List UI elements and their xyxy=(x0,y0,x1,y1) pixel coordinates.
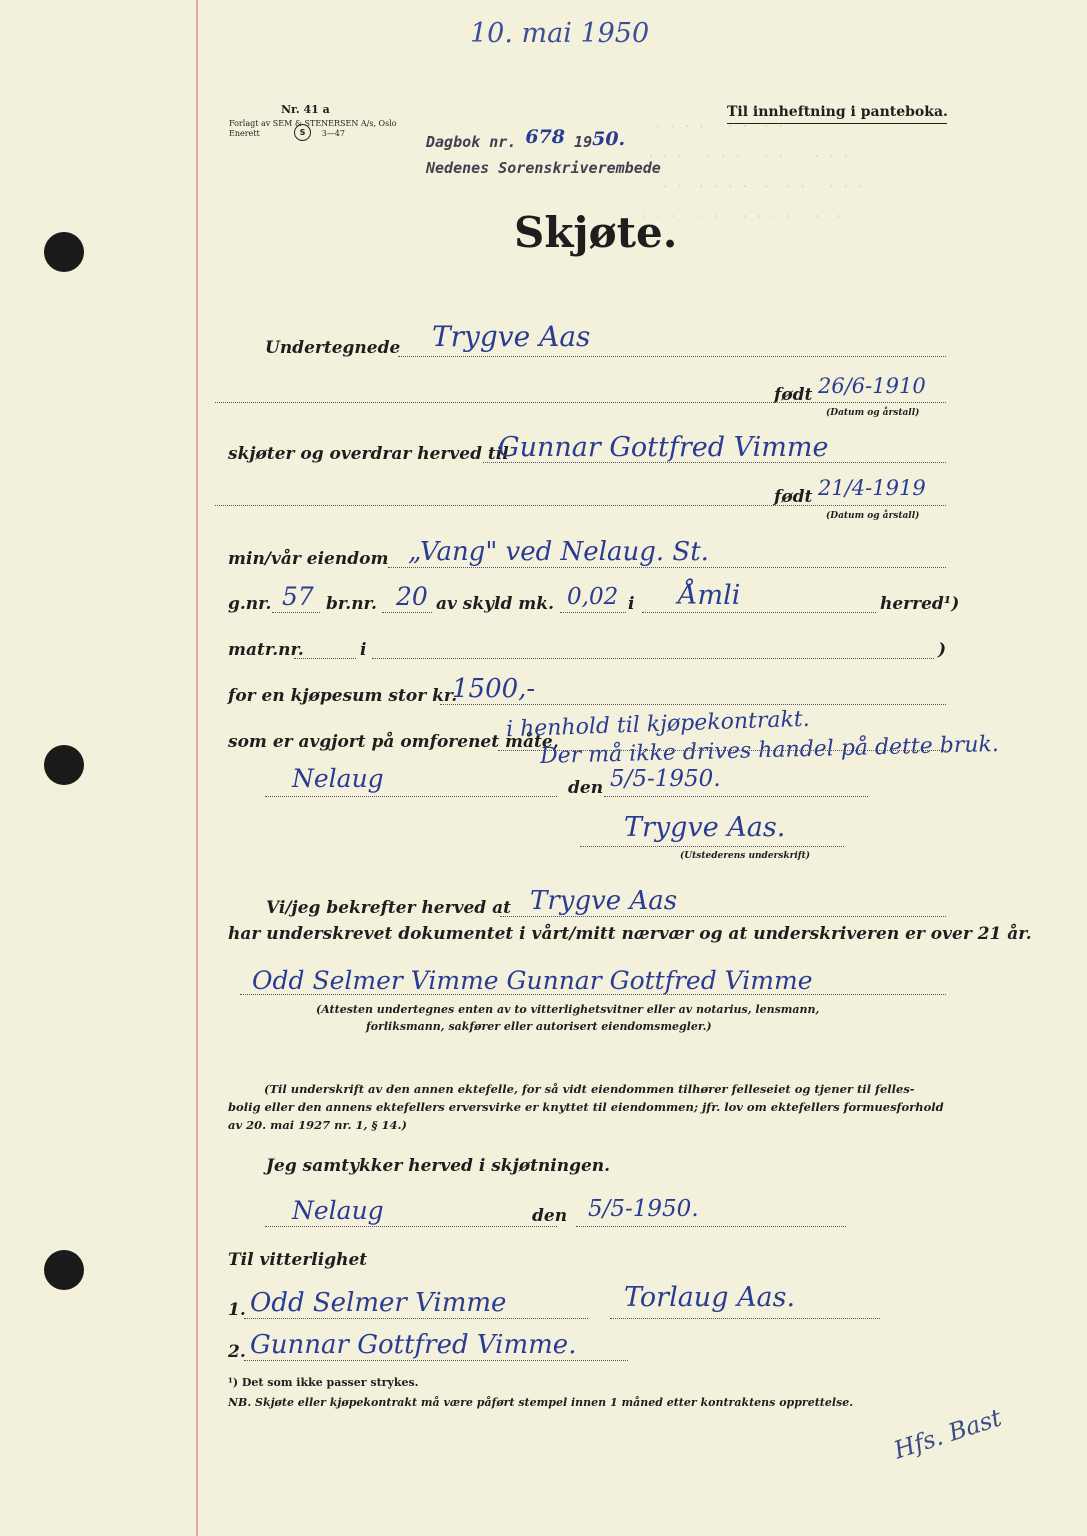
undersigned-value: Trygve Aas xyxy=(432,320,591,353)
date-line-2 xyxy=(576,1226,846,1227)
witness-1-name: Odd Selmer Vimme xyxy=(250,1288,507,1318)
born-value-1: 26/6-1910 xyxy=(818,374,926,398)
date-line xyxy=(604,796,868,797)
witness-intro: Vi/jeg bekrefter herved at xyxy=(266,898,511,918)
property-line xyxy=(388,567,946,568)
date-value-2: 5/5-1950. xyxy=(588,1196,699,1222)
transfer-line xyxy=(483,462,946,463)
gnr-line xyxy=(272,612,320,613)
witness-signatures-line xyxy=(240,994,946,995)
publisher-rights: Enerett xyxy=(229,129,260,138)
bleed-through-text: . . . . . . . . . . . . . . . . . . . . . . . . . . . . . . . . . . . . . . . . . . xyxy=(640,116,864,220)
brnr-label: br.nr. xyxy=(326,594,377,614)
price-label: for en kjøpesum stor kr. xyxy=(228,686,458,706)
gnr-label: g.nr. xyxy=(228,594,272,614)
agreed-value-line1: i henhold til kjøpekontrakt. xyxy=(505,706,811,743)
matr-i-label: i xyxy=(360,640,367,660)
gnr-value: 57 xyxy=(282,582,314,611)
office-stamp: Nedenes Sorenskriverembede xyxy=(426,159,661,177)
margin-initials: Hfs. Bast xyxy=(890,1403,1005,1465)
brnr-line xyxy=(382,612,432,613)
witness-heading: Til vitterlighet xyxy=(228,1250,368,1270)
witness-1-line xyxy=(244,1318,588,1319)
matr-label: matr.nr. xyxy=(228,640,304,660)
den-label: den xyxy=(568,778,604,798)
issuer-signature-line xyxy=(580,846,844,847)
journal-number: 678 xyxy=(525,126,566,148)
journal-year-prefix: 19 xyxy=(574,133,593,151)
skyld-i-label: i xyxy=(628,594,635,614)
undersigned-label: Undertegnede xyxy=(265,338,401,358)
binding-note: Til innheftning i panteboka. xyxy=(727,104,948,120)
spouse-note-line1: (Til underskrift av den annen ektefelle, for så vidt eiendommen tilhører felleseiet og tjener til felles- xyxy=(264,1082,915,1096)
spouse-signature-line xyxy=(610,1318,880,1319)
agreed-value-line2: Der må ikke drives handel på dette bruk. xyxy=(539,731,1000,770)
spouse-note-line3: av 20. mai 1927 nr. 1, § 14.) xyxy=(228,1118,407,1132)
matr-herred-line xyxy=(372,658,934,659)
spouse-note-line2: bolig eller den annens ektefellers erversvirke er knyttet til eiendommen; jfr. lov om ektefellers formuesforhold xyxy=(228,1100,944,1114)
transfer-label: skjøter og overdrar herved til xyxy=(228,444,509,464)
place-line-2 xyxy=(265,1226,557,1227)
publisher-line-1: Forlagt av SEM & STENERSEN A/s, Oslo xyxy=(229,119,397,128)
journal-year-suffix: 50. xyxy=(592,128,626,150)
publisher-line-2 xyxy=(229,129,397,139)
date-caption-2: (Datum og årstall) xyxy=(826,511,920,521)
born-label-1: født xyxy=(774,385,813,405)
publisher-imprint xyxy=(229,119,397,139)
journal-stamp xyxy=(426,126,626,152)
punch-hole-middle xyxy=(44,745,84,785)
witness-2-line xyxy=(244,1360,628,1361)
witness-caption-line1: (Attesten undertegnes enten av to vitterlighetsvitner eller av notarius, lensmann, xyxy=(316,1003,820,1016)
transfer-value: Gunnar Gottfred Vimme xyxy=(498,432,829,463)
handwritten-date: 10. mai 1950 xyxy=(470,18,650,49)
document-title: Skjøte. xyxy=(514,208,678,257)
place-line xyxy=(265,796,557,797)
nb-note: NB. Skjøte eller kjøpekontrakt må være påført stempel innen 1 måned etter kontraktens opprettelse. xyxy=(228,1396,854,1409)
property-value: „Vang" ved Nelaug. St. xyxy=(408,537,709,567)
herred-value: Åmli xyxy=(678,580,741,611)
footnote-1: ¹) Det som ikke passer strykes. xyxy=(228,1376,419,1389)
matr-line xyxy=(294,658,356,659)
witness-statement: har underskrevet dokumentet i vårt/mitt nærvær og at underskriveren er over 21 år. xyxy=(228,924,1032,944)
witness-name-line xyxy=(500,916,946,917)
herred-label: herred¹) xyxy=(880,594,960,614)
born-line-2 xyxy=(215,505,946,506)
agreed-line xyxy=(498,750,946,751)
issuer-caption: (Utstederens underskrift) xyxy=(680,851,811,861)
price-value: 1500,- xyxy=(452,674,536,704)
price-line xyxy=(440,704,946,705)
publisher-edition: 3—47 xyxy=(321,129,345,138)
witness-1-number: 1. xyxy=(228,1300,246,1320)
date-value: 5/5-1950. xyxy=(610,766,721,792)
born-value-2: 21/4-1919 xyxy=(818,476,926,500)
publisher-logo: S xyxy=(294,124,311,141)
property-label: min/vår eiendom xyxy=(228,549,389,569)
binding-note-underline xyxy=(727,123,947,124)
born-label-2: født xyxy=(774,487,813,507)
date-caption-1: (Datum og årstall) xyxy=(826,408,920,418)
skyld-label: av skyld mk. xyxy=(436,594,554,614)
skyld-value: 0,02 xyxy=(567,584,619,610)
place-value-2: Nelaug xyxy=(292,1196,384,1225)
born-line-1 xyxy=(215,402,946,403)
witness-signatures: Odd Selmer Vimme Gunnar Gottfred Vimme xyxy=(252,966,813,995)
witness-2-number: 2. xyxy=(228,1342,246,1362)
journal-label: Dagbok nr. xyxy=(426,133,517,151)
form-number: Nr. 41 a xyxy=(281,103,330,116)
issuer-signature: Trygve Aas. xyxy=(624,812,786,843)
matr-close-paren: ) xyxy=(938,640,947,660)
place-value: Nelaug xyxy=(292,764,384,793)
brnr-value: 20 xyxy=(396,582,428,611)
den-label-2: den xyxy=(532,1206,568,1226)
skyld-line xyxy=(560,612,626,613)
herred-line xyxy=(642,612,876,613)
margin-rule xyxy=(196,0,198,1536)
witness-caption-line2: forliksmann, sakfører eller autorisert eiendomsmegler.) xyxy=(366,1020,712,1033)
witness-2-name: Gunnar Gottfred Vimme. xyxy=(250,1330,577,1360)
undersigned-line xyxy=(398,356,946,357)
punch-hole-top xyxy=(44,232,84,272)
consent-label: Jeg samtykker herved i skjøtningen. xyxy=(266,1156,611,1176)
witness-name: Trygve Aas xyxy=(530,886,678,916)
punch-hole-bottom xyxy=(44,1250,84,1290)
spouse-signature: Torlaug Aas. xyxy=(624,1282,796,1313)
agreed-label: som er avgjort på omforenet måte, xyxy=(228,732,559,752)
